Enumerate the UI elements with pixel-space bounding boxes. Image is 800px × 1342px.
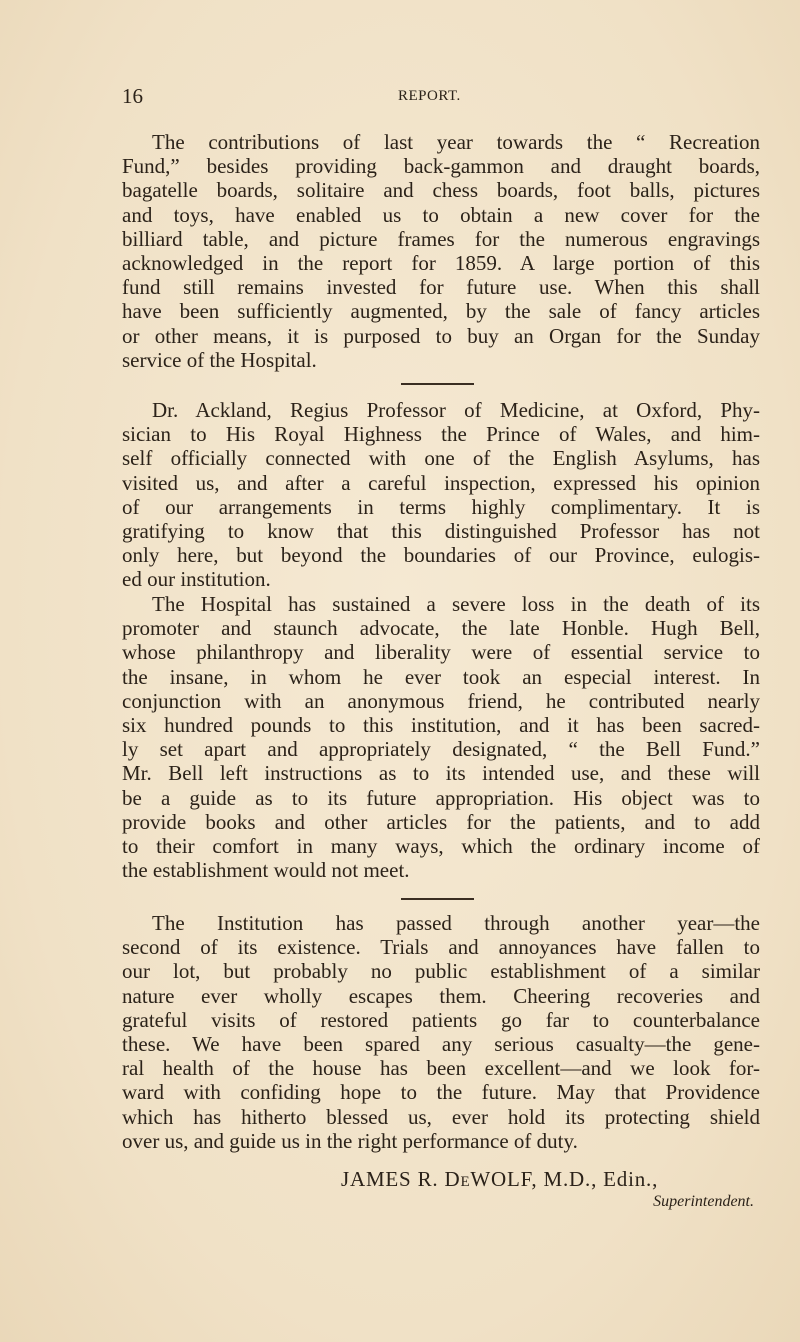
paragraph-institution-year	[122, 911, 760, 1153]
section-divider	[401, 898, 474, 900]
text-line: visited us, and after a careful inspection, expressed his opinion	[122, 470, 760, 495]
text-line: sician to His Royal Highness the Prince of Wales, and him-	[122, 422, 760, 447]
signature-name	[341, 1167, 658, 1192]
text-line: whose philanthropy and liberality were of essential service to	[122, 640, 760, 665]
paragraph-recreation-fund	[122, 130, 760, 372]
text-line: have been sufficiently augmented, by the sale of fancy articles	[122, 299, 760, 324]
text-line: gratifying to know that this distinguished Professor has not	[122, 518, 760, 543]
text-line: to their comfort in many ways, which the ordinary income of	[122, 833, 760, 858]
text-line: or other means, it is purposed to buy an Organ for the Sunday	[122, 323, 760, 348]
text-line: bagatelle boards, solitaire and chess boards, foot balls, pictures	[122, 178, 760, 203]
text-line: ly set apart and appropriately designated, “ the Bell Fund.”	[122, 737, 760, 762]
signature-name-part2: WOLF, M.D., Edin.,	[470, 1167, 659, 1191]
signature-name-smallcap: E	[460, 1174, 471, 1190]
paragraph-dr-ackland	[122, 398, 760, 592]
text-line: promoter and staunch advocate, the late Honble. Hugh Bell,	[122, 616, 760, 641]
text-line: over us, and guide us in the right performance of duty.	[122, 1128, 578, 1153]
text-line: the establishment would not meet.	[122, 858, 410, 883]
text-line: our lot, but probably no public establishment of a similar	[122, 959, 760, 984]
text-line: billiard table, and picture frames for the numerous engravings	[122, 226, 760, 251]
text-line: The contributions of last year towards the “ Recreation	[152, 130, 760, 154]
text-line: The Hospital has sustained a severe loss in the death of its	[152, 592, 760, 616]
paragraph-bell-fund	[122, 592, 760, 882]
text-line: grateful visits of restored patients go far to counterbalance	[122, 1007, 760, 1032]
text-line: six hundred pounds to this institution, and it has been sacred-	[122, 712, 760, 737]
text-line: ral health of the house has been excellent—and we look for-	[122, 1056, 760, 1081]
text-line: second of its existence. Trials and annoyances have fallen to	[122, 935, 760, 960]
text-line: The Institution has passed through another year—the	[152, 911, 760, 935]
running-title: REPORT.	[398, 88, 461, 104]
signature-role: Superintendent.	[653, 1193, 754, 1210]
text-line: service of the Hospital.	[122, 347, 317, 372]
text-line: Dr. Ackland, Regius Professor of Medicine, at Oxford, Phy-	[152, 398, 760, 422]
text-line: provide books and other articles for the patients, and to add	[122, 809, 760, 834]
page-number: 16	[122, 84, 143, 108]
text-line: Fund,” besides providing back-gammon and draught boards,	[122, 154, 760, 179]
text-line: these. We have been spared any serious casualty—the gene-	[122, 1031, 760, 1056]
text-line: which has hitherto blessed us, ever hold its protecting shield	[122, 1104, 760, 1129]
text-line: and toys, have enabled us to obtain a new cover for the	[122, 202, 760, 227]
text-line: Mr. Bell left instructions as to its intended use, and these will	[122, 761, 760, 786]
text-line: nature ever wholly escapes them. Cheering recoveries and	[122, 983, 760, 1008]
section-divider	[401, 383, 474, 385]
signature-name-part1: JAMES R. D	[341, 1167, 461, 1191]
text-line: of our arrangements in terms highly complimentary. It is	[122, 494, 760, 519]
text-line: only here, but beyond the boundaries of our Province, eulogis-	[122, 543, 760, 568]
text-line: the insane, in whom he ever took an especial interest. In	[122, 664, 760, 689]
text-line: acknowledged in the report for 1859. A large portion of this	[122, 250, 760, 275]
text-line: self officially connected with one of the English Asylums, has	[122, 446, 760, 471]
text-line: conjunction with an anonymous friend, he contributed nearly	[122, 688, 760, 713]
text-line: be a guide as to its future appropriation. His object was to	[122, 785, 760, 810]
text-line: ed our institution.	[122, 567, 271, 592]
text-line: fund still remains invested for future use. When this shall	[122, 275, 760, 300]
text-line: ward with confiding hope to the future. May that Providence	[122, 1080, 760, 1105]
